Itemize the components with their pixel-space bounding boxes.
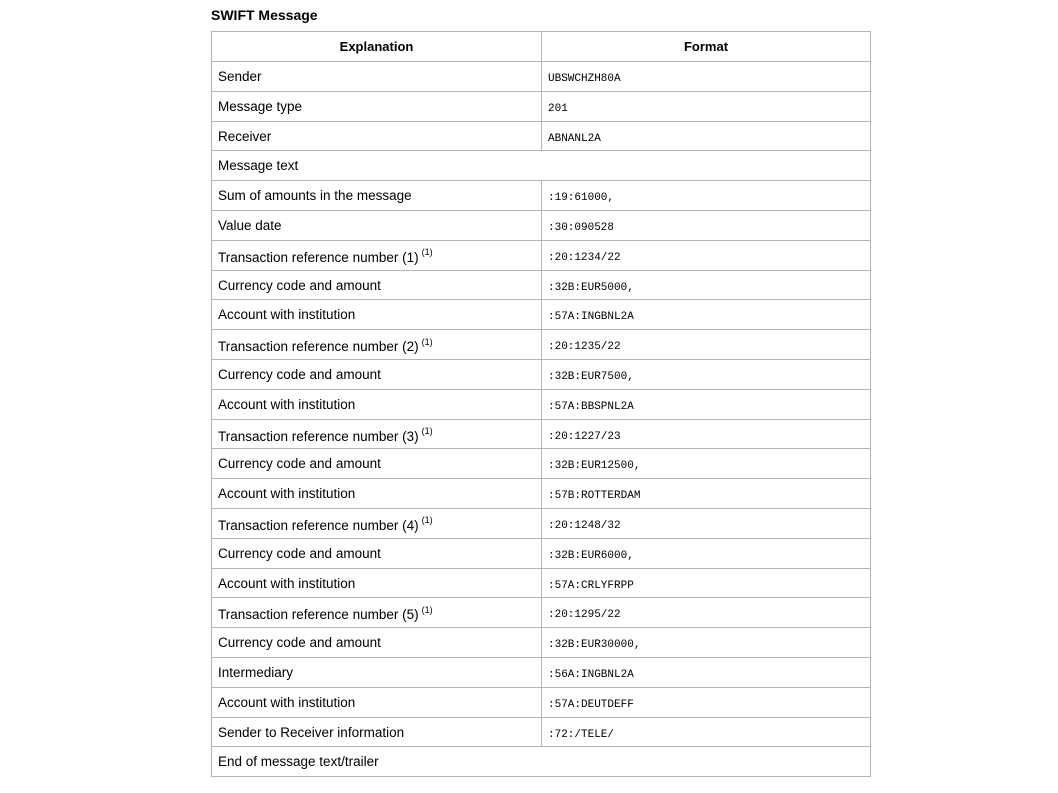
table-row	[212, 508, 871, 538]
explanation-label: Transaction reference number (4)	[218, 517, 419, 533]
table-row	[212, 568, 871, 598]
explanation-cell	[212, 747, 871, 777]
explanation-cell	[212, 687, 542, 717]
format-cell	[542, 717, 871, 747]
table-row	[212, 389, 871, 419]
format-value: :20:1235/22	[548, 341, 621, 354]
explanation-cell	[212, 508, 542, 538]
table-row	[212, 687, 871, 717]
explanation-label: Currency code and amount	[218, 635, 381, 651]
table-row	[212, 91, 871, 121]
explanation-text	[218, 390, 535, 413]
explanation-cell	[212, 240, 542, 270]
explanation-label: Account with institution	[218, 486, 356, 502]
table-header-row	[212, 32, 871, 62]
format-value: :20:1227/23	[548, 430, 621, 443]
explanation-cell	[212, 717, 542, 747]
explanation-label: Account with institution	[218, 396, 356, 412]
format-value: :57B:ROTTERDAM	[548, 490, 641, 503]
explanation-text	[218, 718, 535, 741]
explanation-label: Sender to Receiver information	[218, 724, 405, 740]
explanation-text	[218, 62, 535, 85]
format-cell	[542, 687, 871, 717]
format-value: :20:1234/22	[548, 251, 621, 264]
explanation-cell	[212, 91, 542, 121]
table-row	[212, 121, 871, 151]
table-row	[212, 747, 871, 777]
table-row	[212, 181, 871, 211]
explanation-label: Account with institution	[218, 575, 356, 591]
explanation-text	[218, 539, 535, 562]
format-value: :32B:EUR12500,	[548, 460, 641, 473]
format-cell	[542, 359, 871, 389]
explanation-text	[218, 479, 535, 502]
format-cell	[542, 240, 871, 270]
explanation-cell	[212, 449, 542, 479]
explanation-label: Message type	[218, 98, 303, 114]
explanation-cell	[212, 300, 542, 330]
explanation-text	[218, 569, 535, 592]
format-cell	[542, 657, 871, 687]
explanation-label: Value date	[218, 217, 282, 233]
table-row	[212, 419, 871, 449]
explanation-text	[218, 151, 864, 174]
explanation-label: Message text	[218, 158, 299, 174]
swift-message-table	[211, 31, 871, 777]
format-value: :57A:BBSPNL2A	[548, 400, 634, 413]
explanation-text	[218, 420, 535, 445]
explanation-label: Currency code and amount	[218, 456, 381, 472]
explanation-cell	[212, 151, 871, 181]
format-cell	[542, 300, 871, 330]
explanation-text	[218, 628, 535, 651]
explanation-text	[218, 241, 535, 266]
footnote-marker: (1)	[421, 247, 433, 258]
table-row	[212, 657, 871, 687]
explanation-cell	[212, 359, 542, 389]
format-value: UBSWCHZH80A	[548, 73, 621, 85]
explanation-cell	[212, 121, 542, 151]
explanation-label: Sender	[218, 69, 262, 84]
format-value: :20:1248/32	[548, 519, 621, 532]
explanation-label: Account with institution	[218, 307, 356, 323]
format-value: :57A:INGBNL2A	[548, 311, 634, 324]
table-row	[212, 300, 871, 330]
format-cell	[542, 538, 871, 568]
format-value: :57A:CRLYFRPP	[548, 579, 634, 592]
format-cell	[542, 389, 871, 419]
format-cell	[542, 330, 871, 360]
format-cell	[542, 181, 871, 211]
explanation-label: Receiver	[218, 128, 272, 144]
format-value: :32B:EUR6000,	[548, 549, 634, 562]
explanation-text	[218, 688, 535, 711]
format-value: ABNANL2A	[548, 132, 601, 145]
format-value: :20:1295/22	[548, 609, 621, 622]
explanation-text	[218, 330, 535, 355]
table-row	[212, 598, 871, 628]
explanation-text	[218, 181, 535, 204]
explanation-cell	[212, 479, 542, 509]
explanation-text	[218, 92, 535, 115]
explanation-cell	[212, 419, 542, 449]
table-row	[212, 628, 871, 658]
table-row	[212, 240, 871, 270]
table-row	[212, 359, 871, 389]
format-cell	[542, 121, 871, 151]
format-value: :57A:DEUTDEFF	[548, 698, 634, 711]
explanation-text	[218, 122, 535, 145]
explanation-cell	[212, 389, 542, 419]
format-cell	[542, 508, 871, 538]
format-cell	[542, 270, 871, 300]
header-explanation: Explanation	[212, 32, 542, 62]
explanation-text	[218, 598, 535, 623]
explanation-cell	[212, 568, 542, 598]
explanation-cell	[212, 62, 542, 92]
table-row	[212, 717, 871, 747]
explanation-label: Transaction reference number (2)	[218, 339, 419, 355]
explanation-label: Transaction reference number (5)	[218, 607, 419, 623]
format-value: :30:090528	[548, 221, 615, 234]
explanation-cell	[212, 330, 542, 360]
explanation-text	[218, 747, 864, 770]
explanation-cell	[212, 598, 542, 628]
explanation-cell	[212, 628, 542, 658]
explanation-text	[218, 449, 535, 472]
explanation-label: Sum of amounts in the message	[218, 188, 412, 204]
format-cell	[542, 449, 871, 479]
format-value: :19:61000,	[548, 192, 615, 205]
format-value: :32B:EUR7500,	[548, 370, 634, 383]
explanation-label: Currency code and amount	[218, 366, 381, 382]
format-value: :56A:INGBNL2A	[548, 668, 634, 681]
explanation-label: Account with institution	[218, 694, 356, 710]
format-cell	[542, 568, 871, 598]
table-row	[212, 449, 871, 479]
footnote-marker: (1)	[421, 336, 433, 347]
format-cell	[542, 419, 871, 449]
explanation-label: Transaction reference number (3)	[218, 428, 419, 444]
format-value: :32B:EUR30000,	[548, 639, 641, 652]
explanation-cell	[212, 270, 542, 300]
explanation-text	[218, 271, 535, 294]
explanation-cell	[212, 210, 542, 240]
explanation-label: Currency code and amount	[218, 277, 381, 293]
table-row	[212, 270, 871, 300]
table-row	[212, 62, 871, 92]
explanation-cell	[212, 538, 542, 568]
format-value: 201	[548, 102, 568, 115]
explanation-text	[218, 211, 535, 234]
format-cell	[542, 628, 871, 658]
explanation-text	[218, 509, 535, 534]
explanation-text	[218, 300, 535, 323]
explanation-cell	[212, 181, 542, 211]
format-value: :72:/TELE/	[548, 728, 615, 741]
explanation-label: Transaction reference number (1)	[218, 249, 419, 265]
table-row	[212, 479, 871, 509]
table-row	[212, 330, 871, 360]
explanation-label: Currency code and amount	[218, 545, 381, 561]
format-cell	[542, 91, 871, 121]
format-cell	[542, 210, 871, 240]
explanation-label: End of message text/trailer	[218, 754, 379, 770]
explanation-text	[218, 658, 535, 681]
footnote-marker: (1)	[421, 604, 433, 615]
format-cell	[542, 598, 871, 628]
format-value: :32B:EUR5000,	[548, 281, 634, 294]
explanation-text	[218, 360, 535, 383]
table-row	[212, 151, 871, 181]
explanation-label: Intermediary	[218, 664, 294, 680]
footnote-marker: (1)	[421, 515, 433, 526]
table-row	[212, 210, 871, 240]
format-cell	[542, 479, 871, 509]
footnote-marker: (1)	[421, 426, 433, 437]
header-format: Format	[542, 32, 871, 62]
explanation-cell	[212, 657, 542, 687]
document-title: SWIFT Message	[211, 7, 318, 23]
table-row	[212, 538, 871, 568]
format-cell	[542, 62, 871, 92]
